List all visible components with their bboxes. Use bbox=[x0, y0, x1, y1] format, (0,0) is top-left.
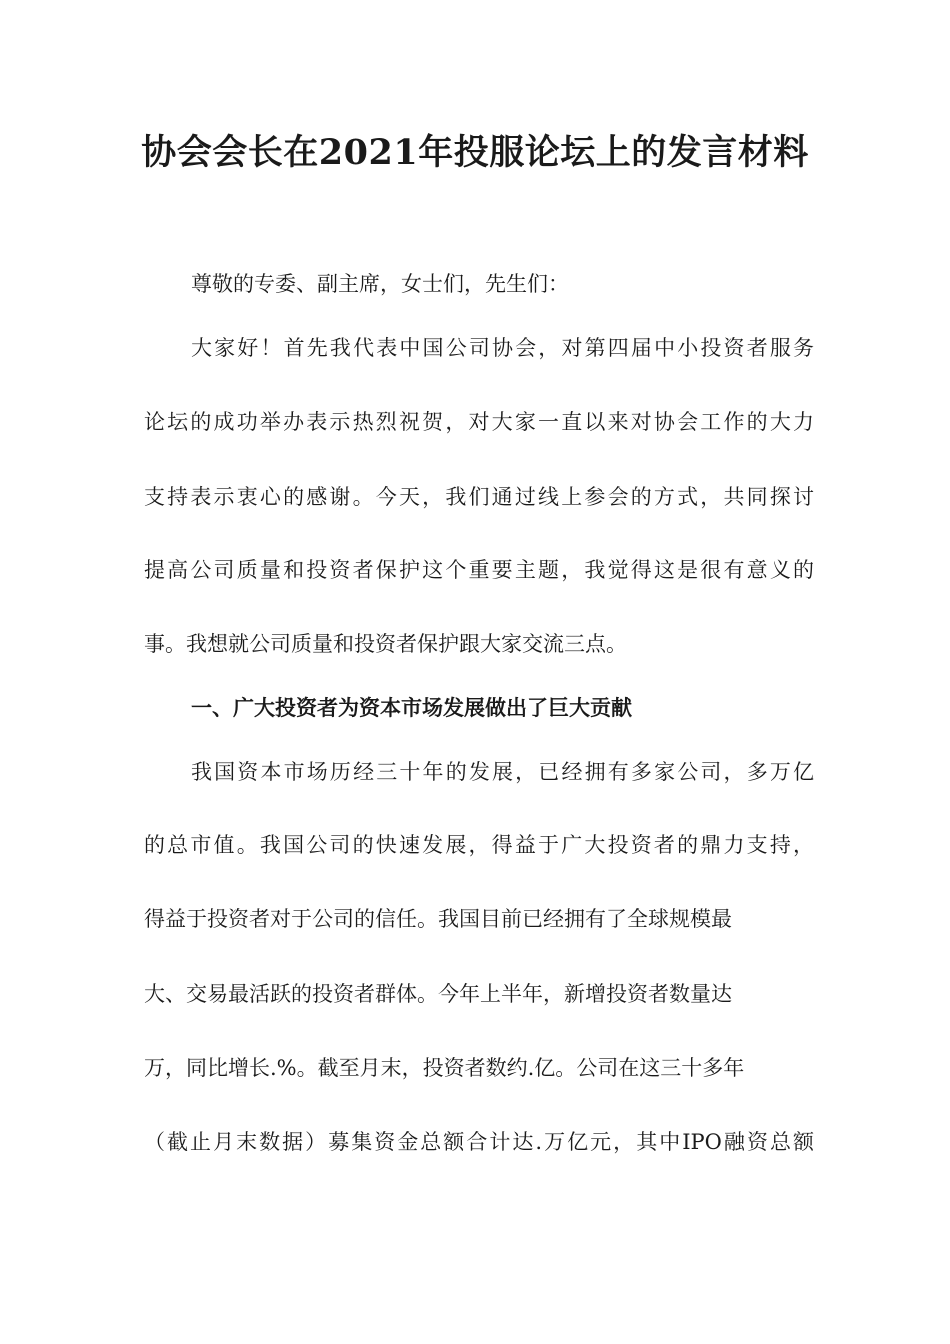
document-title: 协会会长在2021年投服论坛上的发言材料 bbox=[141, 132, 809, 173]
section-heading: 一、广大投资者为资本市场发展做出了巨大贡献 bbox=[191, 696, 632, 720]
paragraph-line: 提高公司质量和投资者保护这个重要主题，我觉得这是很有意义的 bbox=[144, 558, 814, 582]
paragraph-line: 事。我想就公司质量和投资者保护跟大家交流三点。 bbox=[144, 632, 627, 656]
paragraph-line: 我国资本市场历经三十年的发展，已经拥有多家公司，多万亿 bbox=[191, 760, 814, 784]
paragraph-line: 大、交易最活跃的投资者群体。今年上半年，新增投资者数量达 bbox=[144, 982, 732, 1006]
paragraph-line: 得益于投资者对于公司的信任。我国目前已经拥有了全球规模最 bbox=[144, 907, 732, 931]
paragraph-line: （截止月末数据）募集资金总额合计达.万亿元，其中IPO融资总额 bbox=[144, 1130, 814, 1154]
paragraph-line: 论坛的成功举办表示热烈祝贺，对大家一直以来对协会工作的大力 bbox=[144, 410, 814, 434]
paragraph-line: 的总市值。我国公司的快速发展，得益于广大投资者的鼎力支持， bbox=[144, 833, 814, 857]
salutation-line: 尊敬的专委、副主席，女士们，先生们： bbox=[191, 272, 569, 296]
paragraph-line: 大家好！首先我代表中国公司协会，对第四届中小投资者服务 bbox=[191, 336, 814, 360]
paragraph-line: 支持表示衷心的感谢。今天，我们通过线上参会的方式，共同探讨 bbox=[144, 485, 814, 509]
paragraph-line: 万，同比增长.%。截至月末，投资者数约.亿。公司在这三十多年 bbox=[144, 1056, 745, 1080]
